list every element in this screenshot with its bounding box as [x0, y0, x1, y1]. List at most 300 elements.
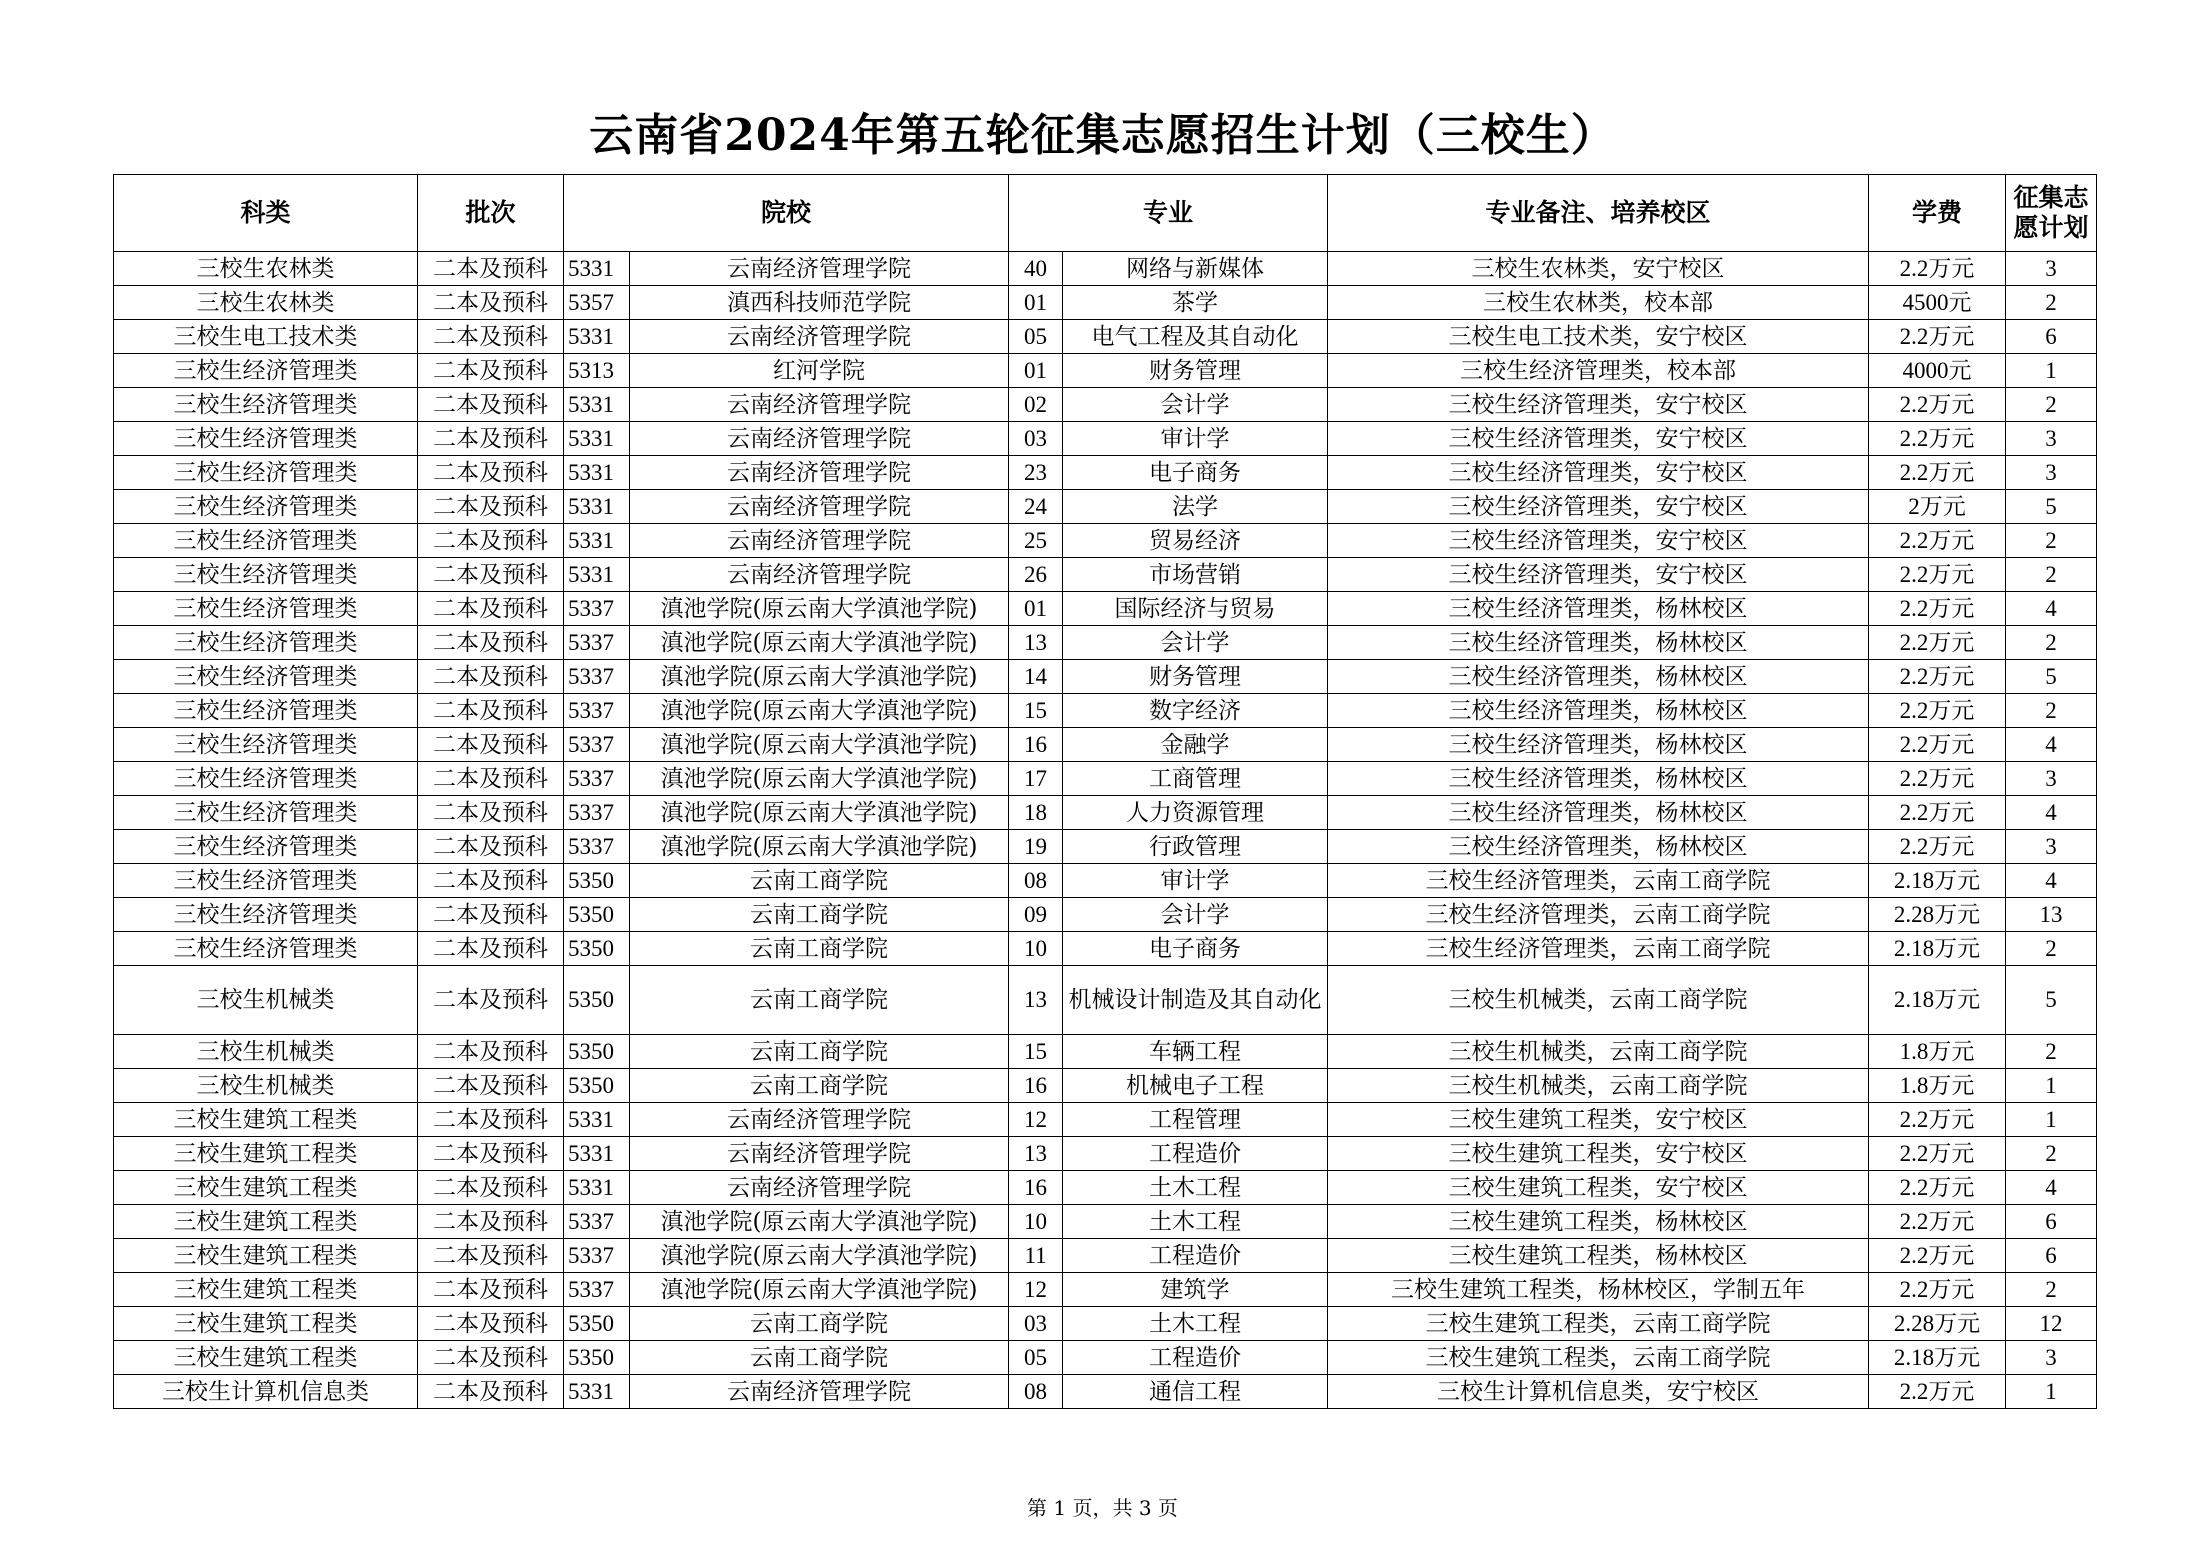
note-cell: 三校生农林类，安宁校区 — [1328, 252, 1869, 286]
batch-cell: 二本及预科 — [418, 660, 564, 694]
school-code-cell: 5337 — [564, 1239, 630, 1273]
category-cell: 三校生建筑工程类 — [114, 1307, 418, 1341]
major-name-cell: 茶学 — [1063, 286, 1328, 320]
major-name-cell: 工程造价 — [1063, 1239, 1328, 1273]
table-row — [114, 1035, 2097, 1069]
school-name-cell: 滇池学院(原云南大学滇池学院) — [630, 626, 1009, 660]
note-cell: 三校生经济管理类，杨林校区 — [1328, 626, 1869, 660]
plan-cell: 2 — [2006, 932, 2097, 966]
note-cell: 三校生经济管理类，杨林校区 — [1328, 796, 1869, 830]
school-code-cell: 5337 — [564, 592, 630, 626]
major-code-cell: 13 — [1009, 966, 1063, 1035]
major-code-cell: 25 — [1009, 524, 1063, 558]
table-row — [114, 490, 2097, 524]
fee-cell: 2.2万元 — [1869, 422, 2006, 456]
batch-cell: 二本及预科 — [418, 286, 564, 320]
table-row — [114, 660, 2097, 694]
school-name-cell: 云南经济管理学院 — [630, 252, 1009, 286]
table-row — [114, 456, 2097, 490]
batch-cell: 二本及预科 — [418, 1239, 564, 1273]
category-cell: 三校生经济管理类 — [114, 388, 418, 422]
school-name-cell: 云南经济管理学院 — [630, 388, 1009, 422]
school-code-cell: 5337 — [564, 1273, 630, 1307]
major-name-cell: 网络与新媒体 — [1063, 252, 1328, 286]
school-code-cell: 5331 — [564, 1103, 630, 1137]
category-cell: 三校生经济管理类 — [114, 830, 418, 864]
major-code-cell: 03 — [1009, 1307, 1063, 1341]
major-code-cell: 12 — [1009, 1103, 1063, 1137]
major-name-cell: 机械电子工程 — [1063, 1069, 1328, 1103]
table-row — [114, 1239, 2097, 1273]
fee-cell: 2.2万元 — [1869, 762, 2006, 796]
school-name-cell: 云南工商学院 — [630, 1307, 1009, 1341]
fee-cell: 2.2万元 — [1869, 660, 2006, 694]
category-cell: 三校生经济管理类 — [114, 626, 418, 660]
fee-cell: 2.2万元 — [1869, 694, 2006, 728]
school-name-cell: 云南经济管理学院 — [630, 524, 1009, 558]
batch-cell: 二本及预科 — [418, 762, 564, 796]
school-name-cell: 滇池学院(原云南大学滇池学院) — [630, 796, 1009, 830]
batch-cell: 二本及预科 — [418, 1273, 564, 1307]
fee-cell: 1.8万元 — [1869, 1069, 2006, 1103]
table-row — [114, 966, 2097, 1035]
major-name-cell: 土木工程 — [1063, 1171, 1328, 1205]
school-name-cell: 云南经济管理学院 — [630, 1137, 1009, 1171]
plan-cell: 1 — [2006, 1375, 2097, 1409]
note-cell: 三校生建筑工程类，杨林校区，学制五年 — [1328, 1273, 1869, 1307]
plan-cell: 12 — [2006, 1307, 2097, 1341]
major-name-cell: 法学 — [1063, 490, 1328, 524]
fee-cell: 4000元 — [1869, 354, 2006, 388]
plan-cell: 3 — [2006, 422, 2097, 456]
table-row — [114, 1137, 2097, 1171]
table-row — [114, 1375, 2097, 1409]
plan-cell: 5 — [2006, 490, 2097, 524]
major-code-cell: 05 — [1009, 1341, 1063, 1375]
major-code-cell: 13 — [1009, 1137, 1063, 1171]
category-cell: 三校生机械类 — [114, 1035, 418, 1069]
category-cell: 三校生机械类 — [114, 966, 418, 1035]
note-cell: 三校生经济管理类，云南工商学院 — [1328, 898, 1869, 932]
school-name-cell: 滇池学院(原云南大学滇池学院) — [630, 762, 1009, 796]
note-cell: 三校生建筑工程类，云南工商学院 — [1328, 1307, 1869, 1341]
batch-cell: 二本及预科 — [418, 1103, 564, 1137]
school-name-cell: 云南工商学院 — [630, 932, 1009, 966]
school-code-cell: 5350 — [564, 932, 630, 966]
note-cell: 三校生建筑工程类，杨林校区 — [1328, 1205, 1869, 1239]
major-name-cell: 车辆工程 — [1063, 1035, 1328, 1069]
category-cell: 三校生计算机信息类 — [114, 1375, 418, 1409]
category-cell: 三校生电工技术类 — [114, 320, 418, 354]
table-row — [114, 1341, 2097, 1375]
batch-cell: 二本及预科 — [418, 796, 564, 830]
major-code-cell: 12 — [1009, 1273, 1063, 1307]
note-cell: 三校生经济管理类，杨林校区 — [1328, 762, 1869, 796]
batch-cell: 二本及预科 — [418, 1035, 564, 1069]
note-cell: 三校生经济管理类，杨林校区 — [1328, 592, 1869, 626]
note-cell: 三校生经济管理类，校本部 — [1328, 354, 1869, 388]
major-name-cell: 人力资源管理 — [1063, 796, 1328, 830]
school-name-cell: 红河学院 — [630, 354, 1009, 388]
batch-cell: 二本及预科 — [418, 626, 564, 660]
school-code-cell: 5350 — [564, 1341, 630, 1375]
note-cell: 三校生经济管理类，安宁校区 — [1328, 456, 1869, 490]
major-code-cell: 16 — [1009, 1069, 1063, 1103]
batch-cell: 二本及预科 — [418, 422, 564, 456]
school-code-cell: 5350 — [564, 1035, 630, 1069]
category-cell: 三校生建筑工程类 — [114, 1341, 418, 1375]
school-code-cell: 5350 — [564, 864, 630, 898]
major-name-cell: 工程管理 — [1063, 1103, 1328, 1137]
plan-cell: 4 — [2006, 592, 2097, 626]
plan-cell: 2 — [2006, 558, 2097, 592]
fee-cell: 4500元 — [1869, 286, 2006, 320]
school-name-cell: 滇池学院(原云南大学滇池学院) — [630, 1273, 1009, 1307]
fee-cell: 2.2万元 — [1869, 558, 2006, 592]
plan-cell: 3 — [2006, 456, 2097, 490]
school-code-cell: 5331 — [564, 490, 630, 524]
category-cell: 三校生建筑工程类 — [114, 1273, 418, 1307]
plan-cell: 2 — [2006, 286, 2097, 320]
school-code-cell: 5337 — [564, 762, 630, 796]
school-name-cell: 滇池学院(原云南大学滇池学院) — [630, 830, 1009, 864]
fee-cell: 2.18万元 — [1869, 1341, 2006, 1375]
batch-cell: 二本及预科 — [418, 932, 564, 966]
note-cell: 三校生建筑工程类，云南工商学院 — [1328, 1341, 1869, 1375]
school-code-cell: 5350 — [564, 966, 630, 1035]
school-code-cell: 5357 — [564, 286, 630, 320]
fee-cell: 2.28万元 — [1869, 898, 2006, 932]
school-name-cell: 云南经济管理学院 — [630, 422, 1009, 456]
major-name-cell: 财务管理 — [1063, 660, 1328, 694]
plan-cell: 1 — [2006, 354, 2097, 388]
major-name-cell: 贸易经济 — [1063, 524, 1328, 558]
plan-cell: 5 — [2006, 966, 2097, 1035]
fee-cell: 2.2万元 — [1869, 1137, 2006, 1171]
major-code-cell: 10 — [1009, 932, 1063, 966]
batch-cell: 二本及预科 — [418, 966, 564, 1035]
table-row — [114, 1307, 2097, 1341]
school-code-cell: 5350 — [564, 1069, 630, 1103]
fee-cell: 2.2万元 — [1869, 388, 2006, 422]
major-name-cell: 土木工程 — [1063, 1205, 1328, 1239]
school-code-cell: 5331 — [564, 524, 630, 558]
major-name-cell: 建筑学 — [1063, 1273, 1328, 1307]
header-fee: 学费 — [1869, 175, 2006, 252]
major-name-cell: 市场营销 — [1063, 558, 1328, 592]
header-school: 院校 — [564, 175, 1009, 252]
plan-cell: 2 — [2006, 1137, 2097, 1171]
table-row — [114, 796, 2097, 830]
major-code-cell: 16 — [1009, 1171, 1063, 1205]
fee-cell: 2.2万元 — [1869, 592, 2006, 626]
note-cell: 三校生建筑工程类，安宁校区 — [1328, 1137, 1869, 1171]
school-name-cell: 云南工商学院 — [630, 966, 1009, 1035]
header-plan: 征集志愿计划 — [2006, 175, 2097, 252]
table-row — [114, 728, 2097, 762]
major-code-cell: 18 — [1009, 796, 1063, 830]
fee-cell: 2.2万元 — [1869, 456, 2006, 490]
school-code-cell: 5337 — [564, 660, 630, 694]
table-row — [114, 252, 2097, 286]
major-name-cell: 审计学 — [1063, 422, 1328, 456]
note-cell: 三校生电工技术类，安宁校区 — [1328, 320, 1869, 354]
table-row — [114, 286, 2097, 320]
note-cell: 三校生建筑工程类，安宁校区 — [1328, 1171, 1869, 1205]
major-name-cell: 工程造价 — [1063, 1341, 1328, 1375]
note-cell: 三校生经济管理类，杨林校区 — [1328, 830, 1869, 864]
school-name-cell: 云南工商学院 — [630, 898, 1009, 932]
note-cell: 三校生计算机信息类，安宁校区 — [1328, 1375, 1869, 1409]
category-cell: 三校生经济管理类 — [114, 932, 418, 966]
fee-cell: 2.2万元 — [1869, 1239, 2006, 1273]
batch-cell: 二本及预科 — [418, 354, 564, 388]
note-cell: 三校生经济管理类，安宁校区 — [1328, 422, 1869, 456]
plan-cell: 2 — [2006, 388, 2097, 422]
batch-cell: 二本及预科 — [418, 694, 564, 728]
major-code-cell: 05 — [1009, 320, 1063, 354]
school-code-cell: 5337 — [564, 830, 630, 864]
note-cell: 三校生建筑工程类，杨林校区 — [1328, 1239, 1869, 1273]
major-name-cell: 行政管理 — [1063, 830, 1328, 864]
note-cell: 三校生经济管理类，安宁校区 — [1328, 558, 1869, 592]
plan-cell: 2 — [2006, 524, 2097, 558]
table-row — [114, 354, 2097, 388]
major-code-cell: 03 — [1009, 422, 1063, 456]
table-row — [114, 898, 2097, 932]
table-row — [114, 762, 2097, 796]
plan-cell: 2 — [2006, 1035, 2097, 1069]
note-cell: 三校生经济管理类，云南工商学院 — [1328, 932, 1869, 966]
batch-cell: 二本及预科 — [418, 524, 564, 558]
fee-cell: 2.2万元 — [1869, 830, 2006, 864]
table-body — [114, 252, 2097, 1409]
category-cell: 三校生建筑工程类 — [114, 1171, 418, 1205]
major-name-cell: 金融学 — [1063, 728, 1328, 762]
document-title: 云南省2024年第五轮征集志愿招生计划（三校生） — [589, 110, 1616, 161]
batch-cell: 二本及预科 — [418, 1069, 564, 1103]
major-name-cell: 工商管理 — [1063, 762, 1328, 796]
school-name-cell: 滇池学院(原云南大学滇池学院) — [630, 1205, 1009, 1239]
category-cell: 三校生经济管理类 — [114, 898, 418, 932]
major-name-cell: 土木工程 — [1063, 1307, 1328, 1341]
enrollment-plan-table — [113, 174, 2097, 1409]
major-code-cell: 13 — [1009, 626, 1063, 660]
major-code-cell: 10 — [1009, 1205, 1063, 1239]
batch-cell: 二本及预科 — [418, 592, 564, 626]
batch-cell: 二本及预科 — [418, 1307, 564, 1341]
school-code-cell: 5331 — [564, 252, 630, 286]
batch-cell: 二本及预科 — [418, 1341, 564, 1375]
fee-cell: 2.2万元 — [1869, 252, 2006, 286]
batch-cell: 二本及预科 — [418, 558, 564, 592]
table-row — [114, 1069, 2097, 1103]
fee-cell: 2.2万元 — [1869, 1171, 2006, 1205]
batch-cell: 二本及预科 — [418, 898, 564, 932]
school-name-cell: 云南工商学院 — [630, 1341, 1009, 1375]
school-code-cell: 5313 — [564, 354, 630, 388]
major-name-cell: 机械设计制造及其自动化 — [1063, 966, 1328, 1035]
table-row — [114, 932, 2097, 966]
school-code-cell: 5337 — [564, 694, 630, 728]
school-name-cell: 滇池学院(原云南大学滇池学院) — [630, 694, 1009, 728]
fee-cell: 2.2万元 — [1869, 728, 2006, 762]
school-code-cell: 5337 — [564, 626, 630, 660]
note-cell: 三校生经济管理类，安宁校区 — [1328, 490, 1869, 524]
plan-cell: 2 — [2006, 1273, 2097, 1307]
major-code-cell: 40 — [1009, 252, 1063, 286]
major-name-cell: 会计学 — [1063, 626, 1328, 660]
table-row — [114, 694, 2097, 728]
fee-cell: 2.2万元 — [1869, 1375, 2006, 1409]
major-name-cell: 会计学 — [1063, 898, 1328, 932]
batch-cell: 二本及预科 — [418, 1137, 564, 1171]
category-cell: 三校生经济管理类 — [114, 456, 418, 490]
category-cell: 三校生经济管理类 — [114, 354, 418, 388]
fee-cell: 2.2万元 — [1869, 320, 2006, 354]
table-row — [114, 864, 2097, 898]
school-name-cell: 云南经济管理学院 — [630, 320, 1009, 354]
major-code-cell: 09 — [1009, 898, 1063, 932]
major-code-cell: 15 — [1009, 694, 1063, 728]
category-cell: 三校生经济管理类 — [114, 660, 418, 694]
category-cell: 三校生经济管理类 — [114, 558, 418, 592]
fee-cell: 2.18万元 — [1869, 966, 2006, 1035]
plan-cell: 6 — [2006, 1205, 2097, 1239]
batch-cell: 二本及预科 — [418, 490, 564, 524]
category-cell: 三校生农林类 — [114, 286, 418, 320]
major-code-cell: 02 — [1009, 388, 1063, 422]
major-name-cell: 通信工程 — [1063, 1375, 1328, 1409]
school-code-cell: 5331 — [564, 1375, 630, 1409]
fee-cell: 2.2万元 — [1869, 1273, 2006, 1307]
major-name-cell: 工程造价 — [1063, 1137, 1328, 1171]
major-code-cell: 01 — [1009, 354, 1063, 388]
plan-cell: 3 — [2006, 252, 2097, 286]
major-name-cell: 电气工程及其自动化 — [1063, 320, 1328, 354]
school-code-cell: 5350 — [564, 898, 630, 932]
batch-cell: 二本及预科 — [418, 830, 564, 864]
major-code-cell: 15 — [1009, 1035, 1063, 1069]
fee-cell: 1.8万元 — [1869, 1035, 2006, 1069]
table-row — [114, 626, 2097, 660]
school-name-cell: 滇池学院(原云南大学滇池学院) — [630, 728, 1009, 762]
school-code-cell: 5331 — [564, 456, 630, 490]
major-code-cell: 08 — [1009, 1375, 1063, 1409]
table-row — [114, 592, 2097, 626]
batch-cell: 二本及预科 — [418, 1171, 564, 1205]
major-code-cell: 19 — [1009, 830, 1063, 864]
major-code-cell: 24 — [1009, 490, 1063, 524]
school-name-cell: 云南经济管理学院 — [630, 1171, 1009, 1205]
header-note: 专业备注、培养校区 — [1328, 175, 1869, 252]
table-row — [114, 388, 2097, 422]
table-row — [114, 830, 2097, 864]
school-name-cell: 云南工商学院 — [630, 1069, 1009, 1103]
major-code-cell: 14 — [1009, 660, 1063, 694]
fee-cell: 2.2万元 — [1869, 1205, 2006, 1239]
note-cell: 三校生机械类，云南工商学院 — [1328, 1035, 1869, 1069]
major-code-cell: 01 — [1009, 592, 1063, 626]
plan-cell: 1 — [2006, 1069, 2097, 1103]
plan-cell: 4 — [2006, 1171, 2097, 1205]
batch-cell: 二本及预科 — [418, 1205, 564, 1239]
plan-cell: 5 — [2006, 660, 2097, 694]
batch-cell: 二本及预科 — [418, 388, 564, 422]
school-name-cell: 云南经济管理学院 — [630, 456, 1009, 490]
major-code-cell: 08 — [1009, 864, 1063, 898]
category-cell: 三校生建筑工程类 — [114, 1103, 418, 1137]
plan-cell: 2 — [2006, 626, 2097, 660]
batch-cell: 二本及预科 — [418, 252, 564, 286]
school-name-cell: 云南经济管理学院 — [630, 1375, 1009, 1409]
category-cell: 三校生农林类 — [114, 252, 418, 286]
major-name-cell: 会计学 — [1063, 388, 1328, 422]
note-cell: 三校生农林类，校本部 — [1328, 286, 1869, 320]
page-footer: 第 1 页，共 3 页 — [1027, 1496, 1178, 1520]
plan-cell: 6 — [2006, 320, 2097, 354]
category-cell: 三校生机械类 — [114, 1069, 418, 1103]
note-cell: 三校生经济管理类，杨林校区 — [1328, 660, 1869, 694]
table-header-row — [114, 175, 2097, 252]
plan-cell: 4 — [2006, 796, 2097, 830]
fee-cell: 2.2万元 — [1869, 626, 2006, 660]
major-code-cell: 01 — [1009, 286, 1063, 320]
category-cell: 三校生经济管理类 — [114, 864, 418, 898]
major-name-cell: 国际经济与贸易 — [1063, 592, 1328, 626]
major-name-cell: 审计学 — [1063, 864, 1328, 898]
plan-cell: 13 — [2006, 898, 2097, 932]
plan-cell: 3 — [2006, 1341, 2097, 1375]
header-batch: 批次 — [418, 175, 564, 252]
batch-cell: 二本及预科 — [418, 728, 564, 762]
plan-cell: 6 — [2006, 1239, 2097, 1273]
major-code-cell: 11 — [1009, 1239, 1063, 1273]
category-cell: 三校生经济管理类 — [114, 422, 418, 456]
plan-cell: 1 — [2006, 1103, 2097, 1137]
school-name-cell: 滇西科技师范学院 — [630, 286, 1009, 320]
note-cell: 三校生机械类，云南工商学院 — [1328, 1069, 1869, 1103]
category-cell: 三校生经济管理类 — [114, 796, 418, 830]
major-name-cell: 电子商务 — [1063, 932, 1328, 966]
batch-cell: 二本及预科 — [418, 456, 564, 490]
category-cell: 三校生经济管理类 — [114, 524, 418, 558]
table-row — [114, 558, 2097, 592]
school-name-cell: 云南经济管理学院 — [630, 490, 1009, 524]
note-cell: 三校生机械类，云南工商学院 — [1328, 966, 1869, 1035]
category-cell: 三校生经济管理类 — [114, 762, 418, 796]
category-cell: 三校生经济管理类 — [114, 592, 418, 626]
note-cell: 三校生建筑工程类，安宁校区 — [1328, 1103, 1869, 1137]
major-name-cell: 数字经济 — [1063, 694, 1328, 728]
major-code-cell: 17 — [1009, 762, 1063, 796]
school-code-cell: 5337 — [564, 728, 630, 762]
fee-cell: 2万元 — [1869, 490, 2006, 524]
header-category: 科类 — [114, 175, 418, 252]
category-cell: 三校生建筑工程类 — [114, 1205, 418, 1239]
table-row — [114, 524, 2097, 558]
school-name-cell: 滇池学院(原云南大学滇池学院) — [630, 660, 1009, 694]
plan-cell: 2 — [2006, 694, 2097, 728]
header-major: 专业 — [1009, 175, 1328, 252]
major-code-cell: 26 — [1009, 558, 1063, 592]
major-code-cell: 23 — [1009, 456, 1063, 490]
batch-cell: 二本及预科 — [418, 320, 564, 354]
school-code-cell: 5331 — [564, 388, 630, 422]
school-name-cell: 云南经济管理学院 — [630, 1103, 1009, 1137]
category-cell: 三校生经济管理类 — [114, 694, 418, 728]
school-code-cell: 5350 — [564, 1307, 630, 1341]
